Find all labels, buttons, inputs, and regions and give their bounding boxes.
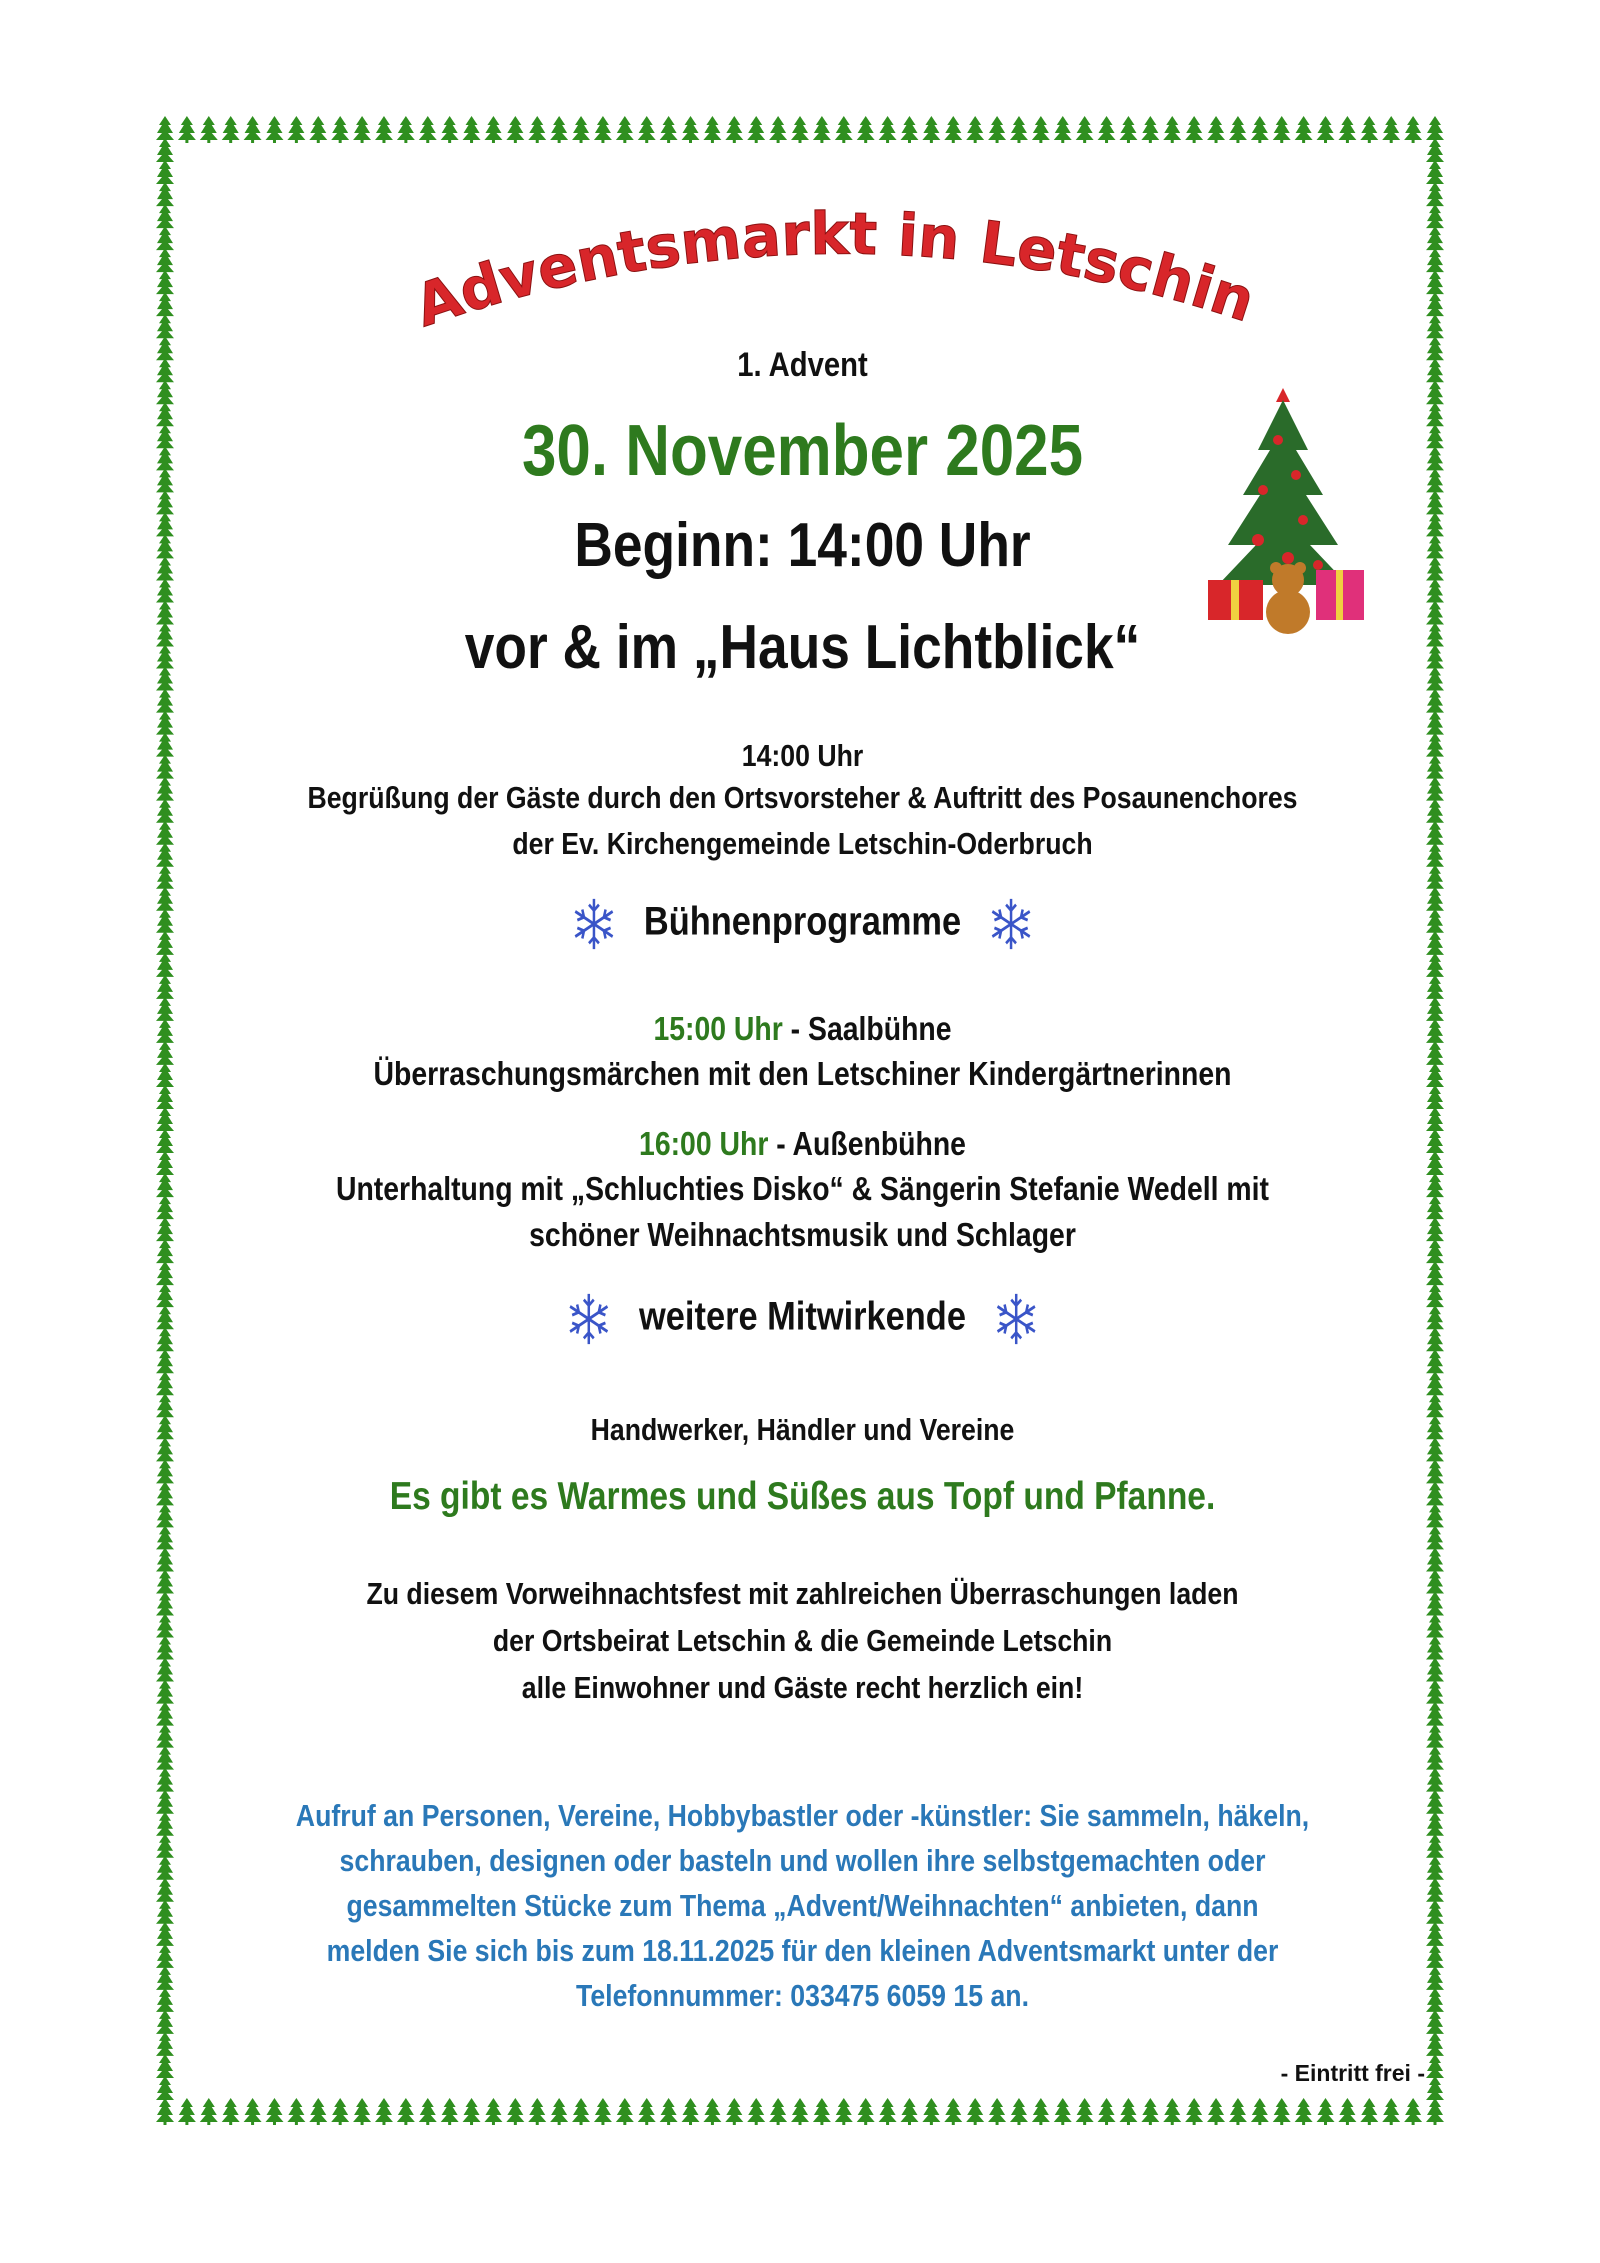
border-tree-icon	[1426, 2076, 1444, 2103]
contributors-heading	[180, 1290, 1425, 1348]
border-tree-icon	[1404, 116, 1422, 143]
border-tree-icon	[1382, 116, 1400, 143]
food-text: Es gibt es Warmes und Süßes aus Topf und Pfanne.	[389, 1475, 1216, 1518]
border-tree-icon	[178, 116, 196, 143]
border-tree-icon	[287, 116, 305, 143]
border-tree-icon	[1338, 116, 1356, 143]
border-tree-icon	[1163, 116, 1181, 143]
advent-label: 1. Advent	[737, 346, 868, 384]
stage-heading-text: Bühnenprogramme	[643, 899, 962, 944]
contributors-heading-text: weitere Mitwirkende	[639, 1294, 966, 1339]
border-tree-icon	[353, 116, 371, 143]
border-tree-icon	[1098, 116, 1116, 143]
border-tree-icon	[857, 116, 875, 143]
invitation-line-2: der Ortsbeirat Letschin & die Gemeinde Letschin	[492, 1623, 1113, 1658]
snowflake-icon	[986, 895, 1036, 953]
border-tree-icon	[594, 116, 612, 143]
call-line-5: Telefonnummer: 033475 6059 15 an.	[576, 1978, 1029, 2013]
invitation-line-1: Zu diesem Vorweihnachtsfest mit zahlreichen Überraschungen laden	[366, 1576, 1239, 1611]
border-tree-icon	[966, 116, 984, 143]
border-tree-icon	[879, 116, 897, 143]
invitation-line-3: alle Einwohner und Gäste recht herzlich ein!	[521, 1670, 1084, 1705]
poster-content	[180, 150, 1425, 2110]
poster-title: Adventsmarkt in Letschin	[406, 200, 1263, 341]
border-tree-icon	[1119, 116, 1137, 143]
start-time	[180, 510, 1425, 581]
border-tree-icon	[528, 116, 546, 143]
program-2-line-1: Unterhaltung mit „Schluchties Disko“ & Sängerin Stefanie Wedell mit	[335, 1170, 1270, 1207]
border-tree-icon	[944, 116, 962, 143]
border-tree-icon	[244, 116, 262, 143]
border-tree-icon	[725, 116, 743, 143]
border-tree-icon	[463, 116, 481, 143]
border-tree-icon	[200, 116, 218, 143]
border-tree-icon	[484, 116, 502, 143]
start-label: Beginn:	[574, 511, 773, 580]
opening-line-2: der Ev. Kirchengemeinde Letschin-Oderbruch	[512, 826, 1093, 861]
border-tree-icon	[331, 116, 349, 143]
location-prefix: vor & im	[464, 613, 679, 682]
border-tree-icon	[397, 116, 415, 143]
call-line-3: gesammelten Stücke zum Thema „Advent/Weihnachten“ anbieten, dann	[346, 1888, 1259, 1923]
program-1-line-1: Überraschungsmärchen mit den Letschiner Kindergärtnerinnen	[373, 1055, 1232, 1092]
border-tree-icon	[572, 116, 590, 143]
border-tree-icon	[1032, 116, 1050, 143]
snowflake-icon	[569, 895, 619, 953]
border-tree-icon	[550, 116, 568, 143]
border-tree-icon	[1207, 116, 1225, 143]
program-1-time: 15:00 Uhr	[653, 1010, 783, 1047]
opening-line-1: Begrüßung der Gäste durch den Ortsvorsteher & Auftritt des Posaunenchores	[307, 780, 1298, 815]
event-date: 30. November 2025	[521, 411, 1084, 491]
border-tree-icon	[375, 116, 393, 143]
border-tree-icon	[506, 116, 524, 143]
border-tree-icon	[1054, 116, 1072, 143]
border-tree-icon	[419, 116, 437, 143]
stage-heading	[180, 895, 1425, 953]
program-2-line-2: schöner Weihnachtsmusik und Schlager	[529, 1216, 1076, 1253]
start-value: 14:00 Uhr	[787, 511, 1031, 580]
border-tree-icon	[1273, 116, 1291, 143]
border-tree-icon	[900, 116, 918, 143]
entry-free: - Eintritt frei -	[1280, 2060, 1425, 2086]
border-tree-icon	[988, 116, 1006, 143]
border-tree-icon	[1229, 116, 1247, 143]
border-tree-icon	[1360, 116, 1378, 143]
border-tree-icon	[1317, 116, 1335, 143]
call-line-4: melden Sie sich bis zum 18.11.2025 für den kleinen Adventsmarkt unter der	[326, 1933, 1279, 1968]
border-tree-icon	[922, 116, 940, 143]
opening-time: 14:00 Uhr	[741, 738, 864, 773]
snowflake-icon	[991, 1290, 1041, 1348]
border-tree-icon	[156, 2076, 174, 2103]
border-tree-icon	[835, 116, 853, 143]
border-tree-icon	[813, 116, 831, 143]
border-tree-icon	[309, 116, 327, 143]
border-tree-icon	[638, 116, 656, 143]
call-line-1: Aufruf an Personen, Vereine, Hobbybastler oder -künstler: Sie sammeln, häkeln,	[295, 1798, 1310, 1833]
location-name: „Haus Lichtblick“	[692, 613, 1141, 682]
border-tree-icon	[265, 116, 283, 143]
border-tree-icon	[1295, 116, 1313, 143]
border-tree-icon	[441, 116, 459, 143]
program-2-time: 16:00 Uhr	[639, 1125, 769, 1162]
border-tree-icon	[1185, 116, 1203, 143]
program-1-stage: - Saalbühne	[782, 1010, 952, 1047]
border-tree-icon	[222, 116, 240, 143]
border-tree-icon	[660, 116, 678, 143]
border-tree-icon	[1141, 116, 1159, 143]
border-tree-icon	[1076, 116, 1094, 143]
border-tree-icon	[747, 116, 765, 143]
border-tree-icon	[1251, 116, 1269, 143]
snowflake-icon	[564, 1290, 614, 1348]
border-tree-icon	[791, 116, 809, 143]
location	[180, 612, 1425, 683]
program-2-stage: - Außenbühne	[768, 1125, 966, 1162]
program-2-heading	[180, 1125, 1425, 1163]
border-tree-icon	[1010, 116, 1028, 143]
border-tree-icon	[616, 116, 634, 143]
program-1-heading	[180, 1010, 1425, 1048]
call-line-2: schrauben, designen oder basteln und wollen ihre selbstgemachten oder	[339, 1843, 1266, 1878]
border-tree-icon	[703, 116, 721, 143]
contributors-text: Handwerker, Händler und Vereine	[590, 1412, 1015, 1447]
border-tree-icon	[769, 116, 787, 143]
border-tree-icon	[682, 116, 700, 143]
